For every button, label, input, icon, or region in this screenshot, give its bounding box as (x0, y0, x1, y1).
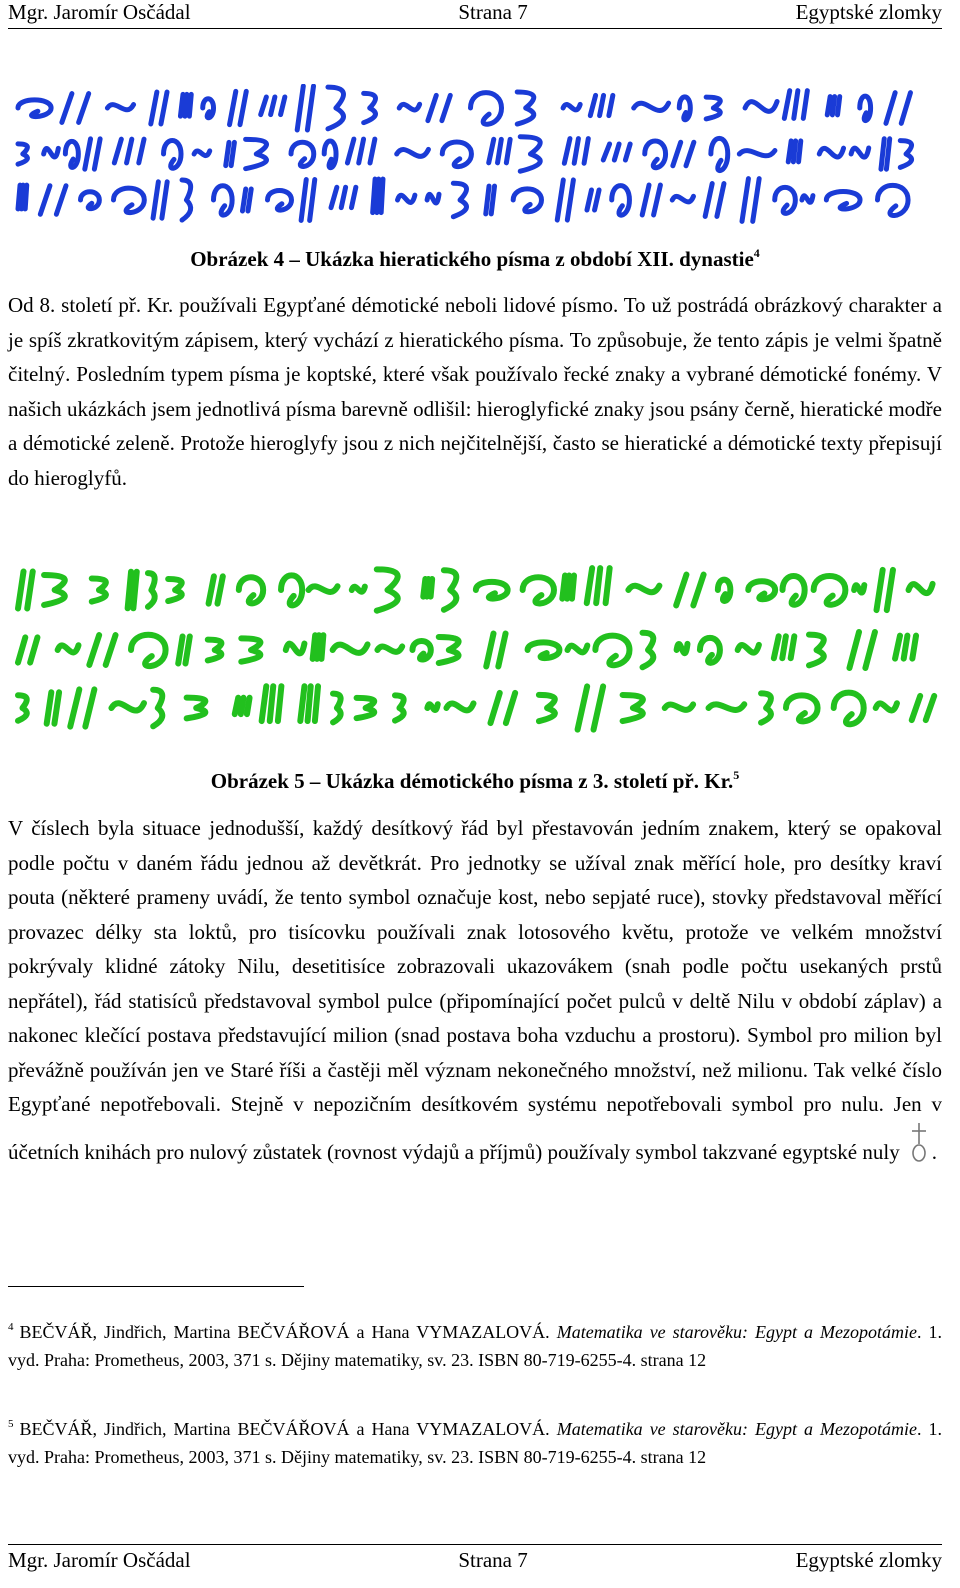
script-stroke (612, 186, 630, 216)
script-stroke (774, 636, 794, 658)
script-stroke (742, 179, 759, 222)
footnote-5 (8, 1410, 942, 1471)
header-author: Mgr. Jaromír Osčádal (8, 0, 191, 24)
script-stroke (70, 689, 94, 726)
script-stroke (912, 696, 934, 720)
script-stroke (578, 686, 604, 729)
script-stroke (151, 92, 167, 124)
script-stroke (470, 93, 501, 125)
script-stroke (377, 569, 398, 610)
script-stroke (300, 686, 318, 721)
script-stroke (62, 94, 89, 123)
script-stroke (89, 635, 115, 665)
script-stroke (291, 142, 314, 166)
script-stroke (262, 686, 282, 721)
script-stroke (182, 180, 191, 220)
footnote-publication: . 1. vyd. Praha: Prometheus, 2003, 371 s. Dějiny matematiky, sv. 23. ISBN 80-719-6255-4. strana 12 (8, 1419, 942, 1467)
script-stroke (442, 142, 471, 167)
footnote-authors: BEČVÁŘ, Jindřich, Martina BEČVÁŘOVÁ a Hana VYMAZALOVÁ. (19, 1419, 550, 1439)
script-stroke (114, 139, 144, 163)
script-stroke (775, 187, 796, 213)
script-stroke (194, 151, 210, 156)
script-stroke (297, 86, 313, 130)
script-stroke (900, 141, 911, 168)
script-stroke (373, 179, 383, 213)
script-stroke (814, 576, 846, 605)
script-stroke (590, 95, 613, 115)
script-stroke (623, 695, 643, 721)
script-stroke (230, 91, 247, 124)
footnote-number: 5 (8, 1418, 14, 1430)
page-footer (8, 1548, 942, 1572)
script-stroke (528, 642, 560, 658)
script-stroke (711, 138, 728, 170)
script-stroke (895, 636, 916, 659)
script-stroke (877, 570, 893, 610)
script-stroke (788, 141, 801, 162)
script-stroke (860, 96, 871, 120)
script-stroke (877, 185, 908, 215)
script-stroke (18, 185, 27, 209)
script-stroke (209, 576, 223, 603)
script-stroke (490, 693, 515, 723)
script-stroke (128, 572, 137, 609)
script-stroke (412, 641, 430, 660)
script-stroke (677, 644, 688, 653)
footnote-book-title: Matematika ve starověku: Egypt a Mezopotámie (556, 1322, 917, 1342)
script-stroke (44, 575, 65, 605)
footnote-ref-5[interactable]: 5 (733, 768, 740, 782)
footnote-authors: BEČVÁŘ, Jindřich, Martina BEČVÁŘOVÁ a Hana VYMAZALOVÁ. (19, 1322, 550, 1342)
script-stroke (705, 184, 724, 217)
script-stroke (267, 190, 291, 210)
script-stroke (286, 644, 305, 654)
script-stroke (826, 191, 860, 209)
script-stroke (44, 148, 59, 157)
script-stroke (65, 141, 78, 167)
script-stroke (235, 698, 250, 714)
script-stroke (427, 704, 437, 710)
script-stroke (587, 190, 599, 210)
script-stroke (131, 635, 166, 666)
script-stroke (333, 644, 368, 652)
script-stroke (595, 636, 629, 666)
script-stroke (557, 180, 573, 220)
script-stroke (92, 578, 106, 601)
script-stroke (180, 94, 191, 116)
footnote-separator (8, 1286, 304, 1287)
script-stroke (397, 149, 429, 156)
script-stroke (208, 640, 222, 661)
script-stroke (562, 576, 574, 599)
egyptian-zero-icon (906, 1122, 932, 1162)
script-stroke (628, 586, 659, 593)
script-stroke (58, 645, 79, 652)
script-stroke (634, 103, 669, 110)
script-stroke (802, 196, 813, 203)
script-stroke (226, 142, 235, 165)
script-stroke (148, 573, 155, 607)
script-stroke (352, 587, 365, 592)
footnote-book-title: Matematika ve starověku: Egypt a Mezopotámie (556, 1419, 917, 1439)
footer-title: Egyptské zlomky (795, 1548, 942, 1572)
script-stroke (164, 140, 181, 168)
script-stroke (523, 577, 554, 603)
script-stroke (517, 92, 534, 124)
script-stroke (423, 579, 432, 597)
paragraph-scripts: Od 8. století př. Kr. používali Egypťané démotické neboli lidové písmo. To už postrádá obrázkový charakter a je spíš zkratkovitým zápisem, který vychází z hieratického písma. To způsobuje, že tento zápis je velmi špatně čitelný. Posledním typem písma je koptské, které však používalo řecké znaky a vybrané démotické fonémy. V našich ukázkách jsem jednotlivá písma barevně odlišil: hieroglyfické znaky jsou psány černě, hieratické modře a démotické zeleně. Protože hieroglyfy jsou z nich nejčitelnější, často se hieratické a démotické texty přepisují do hieroglyfů. (8, 293, 942, 490)
script-stroke (761, 693, 771, 722)
footnote-ref-4[interactable]: 4 (753, 246, 760, 260)
script-stroke (364, 93, 376, 122)
header-rule (8, 28, 942, 29)
figure-4-caption: Obrázek 4 – Ukázka hieratického písma z období XII. dynastie$^4$ (190, 246, 760, 271)
script-stroke (427, 194, 439, 203)
script-stroke (309, 586, 338, 592)
script-stroke (439, 637, 459, 663)
script-stroke (111, 703, 144, 710)
script-stroke (679, 97, 690, 120)
script-stroke (18, 695, 27, 721)
script-stroke (909, 584, 933, 593)
script-stroke (539, 695, 555, 721)
script-stroke (301, 180, 315, 221)
page-header (8, 0, 942, 24)
script-stroke (377, 646, 402, 651)
script-stroke (324, 141, 336, 168)
script-stroke (398, 195, 415, 202)
script-stroke (153, 690, 162, 727)
script-stroke (665, 704, 693, 709)
script-stroke (453, 183, 466, 216)
script-stroke (80, 192, 99, 209)
footer-page-number: Strana 7 (458, 1548, 528, 1572)
script-stroke (643, 633, 654, 667)
script-stroke (18, 571, 33, 608)
script-stroke (446, 703, 473, 710)
script-stroke (18, 637, 37, 662)
script-stroke (241, 638, 260, 661)
figure-5-caption: Obrázek 5 – Ukázka démotického písma z 3. století př. Kr.$^5$ (210, 768, 740, 793)
script-stroke (18, 144, 27, 164)
script-stroke (357, 698, 375, 718)
script-stroke (603, 144, 630, 160)
script-stroke (328, 87, 344, 129)
script-stroke (47, 692, 59, 723)
script-stroke (444, 570, 456, 609)
script-stroke (642, 185, 660, 215)
script-stroke (313, 635, 324, 659)
script-stroke (784, 91, 807, 119)
script-stroke (748, 581, 775, 599)
script-stroke (399, 104, 419, 110)
script-stroke (395, 695, 404, 720)
script-stroke (745, 101, 777, 111)
script-stroke (242, 189, 251, 211)
script-stroke (486, 634, 505, 667)
script-stroke (672, 196, 693, 202)
script-stroke (700, 638, 720, 663)
footnote-number: 4 (8, 1321, 14, 1333)
script-stroke (886, 93, 910, 124)
paragraph-numbers-text: V číslech byla situace jednodušší, každý desítkový řád byl přestavován jedním znakem, který se opakoval podle počtu v daném řádu jednou až devětkrát. Pro jednotky se užíval znak měřící hole, pro desítky kraví pouta (některé prameny uvádí, že tento symbol označuje kost, nebo sepjaté ruce), stovky představoval měřící provazec délky sta loktů, pro tisícovku používali znak lotosového květu, protože ve velkém množství pokrývaly klidné zátoky Nilu, desetitisíce zobrazovali ukazovákem (snah podle počtu usekaných prstů nepřátel), řád statisíců představoval symbol pulce (připomínající počet pulců v deltě Nilu v období záplav) a nakonec klečící postava představující milion (snad postava boha vzduchu a prostoru). Symbol pro milion byl převážně používán jen ve Staré říši a častěji měl význam nekonečného množství, než milionu. Tak velké číslo Egypťané nepotřebovali. Stejně v nepozičním desítkovém systému nepotřebovali symbol pro nulu. Jen v účetních knihách pro nulový zůstatek (rovnost výdajů a příjmů) používaly symbol takzvané egyptské nuly (8, 816, 942, 1164)
script-stroke (786, 695, 818, 721)
script-stroke (168, 579, 182, 601)
script-stroke (40, 186, 66, 215)
script-stroke (676, 575, 703, 606)
script-stroke (239, 577, 263, 603)
script-stroke (563, 104, 580, 109)
footer-rule (8, 1544, 942, 1545)
script-stroke (809, 635, 824, 666)
script-stroke (489, 139, 510, 162)
script-stroke (827, 97, 839, 115)
script-stroke (486, 186, 495, 214)
script-stroke (85, 139, 100, 169)
header-title: Egyptské zlomky (795, 0, 942, 24)
script-stroke (881, 139, 890, 169)
script-stroke (347, 139, 374, 163)
script-stroke (854, 585, 864, 592)
script-stroke (718, 580, 731, 601)
script-stroke (476, 582, 508, 599)
script-stroke (851, 148, 869, 157)
script-stroke (706, 97, 720, 119)
header-page-number: Strana 7 (458, 0, 528, 24)
script-stroke (213, 186, 232, 215)
script-stroke (849, 632, 874, 668)
script-stroke (819, 148, 843, 157)
script-stroke (331, 187, 356, 207)
script-stroke (113, 188, 144, 212)
script-stroke (428, 95, 450, 120)
script-stroke (587, 568, 610, 603)
script-stroke (153, 182, 167, 218)
script-stroke (187, 698, 206, 719)
script-stroke (281, 575, 302, 605)
script-stroke (203, 99, 214, 118)
script-stroke (520, 137, 540, 171)
script-stroke (738, 645, 759, 653)
script-stroke (178, 636, 190, 663)
script-stroke (18, 100, 51, 117)
script-stroke (834, 693, 864, 725)
footer-author: Mgr. Jaromír Osčádal (8, 1548, 191, 1572)
script-stroke (673, 142, 694, 166)
script-stroke (876, 703, 897, 710)
script-stroke (567, 645, 587, 652)
script-stroke (783, 576, 805, 605)
script-stroke (709, 704, 745, 710)
paragraph-numbers (8, 811, 942, 1169)
script-stroke (246, 139, 267, 168)
script-stroke (739, 151, 775, 156)
footnote-4 (8, 1313, 942, 1374)
script-stroke (513, 189, 541, 212)
hieratic-script-image (10, 84, 940, 229)
footnote-publication: . 1. vyd. Praha: Prometheus, 2003, 371 s. Dějiny matematiky, sv. 23. ISBN 80-719-6255-4. strana 12 (8, 1322, 942, 1370)
demotic-script-image (10, 558, 940, 748)
script-stroke (333, 694, 341, 723)
paragraph-numbers-end: . (931, 1139, 937, 1164)
script-stroke (564, 139, 588, 164)
script-stroke (261, 97, 285, 115)
script-stroke (645, 141, 666, 168)
script-stroke (107, 105, 133, 110)
